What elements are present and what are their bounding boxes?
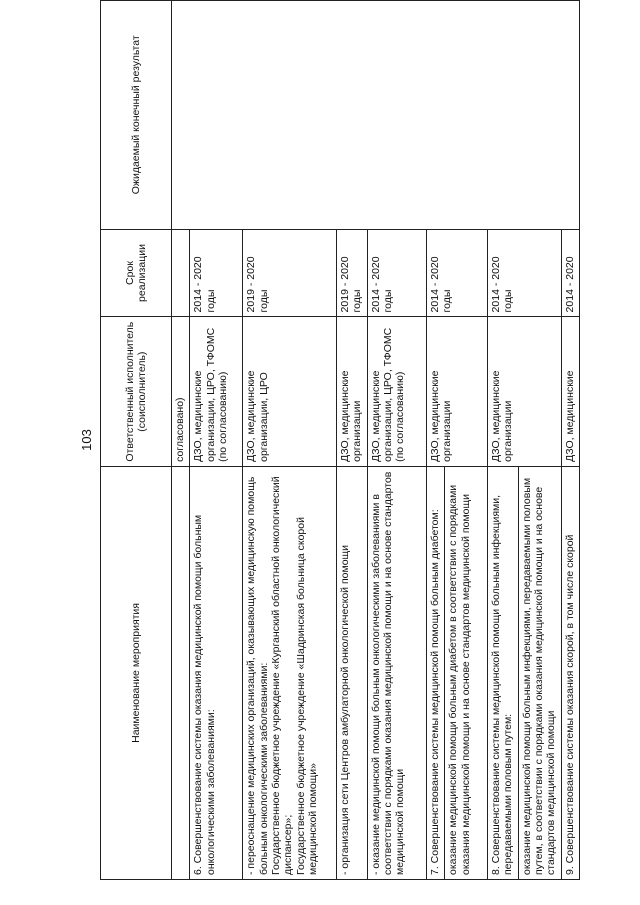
cell-term: 2014 - 2020 годы <box>488 229 562 317</box>
cell-name: 6. Совершенствование системы оказания медицинской помощи больным онкологическими заболеваниями: <box>190 466 243 879</box>
cell-term: 2014 - 2020 <box>561 229 579 317</box>
table-row-continuation <box>172 1 190 880</box>
cell-name: оказание медицинской помощи больным диабетом в соответствии с порядками оказания медицинской помощи и на основе стандартов медицинской помощи <box>445 466 488 879</box>
cell-term: 2014 - 2020 годы <box>190 229 243 317</box>
cell-executor: ДЗО, медицинские организации, ЦРО <box>243 317 337 466</box>
header-result: Ожидаемый конечный результат <box>101 1 172 230</box>
cell-name: оказание медицинской помощи больным инфекциями, передаваемыми половым путем, в соответствии с порядками оказания медицинской помощи и на основе стандартов медицинской помощи <box>518 466 561 879</box>
header-name: Наименование мероприятия <box>101 466 172 879</box>
cell-name <box>243 466 337 879</box>
cell-name: 8. Совершенствование системы медицинской помощи больным инфекциями, передаваемыми половым путем: <box>488 466 519 879</box>
cell-name: 9. Совершенствование системы оказания скорой, в том числе скорой <box>561 466 579 879</box>
cell-executor: ДЗО, медицинские организации, ЦРО, ТФОМС (по согласованию) <box>367 317 426 466</box>
header-executor: Ответственный исполнитель (соисполнитель) <box>101 317 172 466</box>
measures-table <box>100 0 580 880</box>
header-term: Срок реализации <box>101 229 172 317</box>
cell-executor: ДЗО, медицинские организации <box>337 317 368 466</box>
cell-name: - оказание медицинской помощи больным онкологическими заболеваниями в соответствии с порядками оказания медицинской помощи и на основе стандартов медицинской помощи <box>367 466 426 879</box>
cell-name: 7. Совершенствование системы медицинской помощи больным диабетом: <box>426 466 444 879</box>
cell-term: 2014 - 2020 годы <box>426 229 487 317</box>
cell-executor: ДЗО, медицинские организации <box>488 317 562 466</box>
cell-name-line: Государственное бюджетное учреждение «Курганский областной онкологический диспансер»; <box>269 476 295 875</box>
cell-name <box>172 466 190 879</box>
cell-executor: ДЗО, медицинские организации <box>426 317 487 466</box>
cell-executor: ДЗО, медицинские <box>561 317 579 466</box>
rotated-page <box>100 0 580 880</box>
page-number: 103 <box>79 429 94 451</box>
cell-executor: ДЗО, медицинские организации, ЦРО, ТФОМС (по согласованию) <box>190 317 243 466</box>
cell-term <box>172 229 190 317</box>
cell-term: 2019 - 2020 годы <box>337 229 368 317</box>
cell-name-line: - переоснащение медицинских организаций, оказывающих медицинскую помощь больным онкологическими заболеваниями: <box>245 476 270 875</box>
cell-name-line: Государственное бюджетное учреждение «Шадринская больница скорой медицинской помощи» <box>294 517 320 875</box>
cell-term: 2019 - 2020 годы <box>243 229 337 317</box>
cell-term: 2014 - 2020 годы <box>367 229 426 317</box>
table-header-row <box>101 1 172 880</box>
cell-executor: согласовано) <box>172 317 190 466</box>
cell-result <box>172 1 580 230</box>
cell-name: - организация сети Центров амбулаторной онкологической помощи <box>337 466 368 879</box>
